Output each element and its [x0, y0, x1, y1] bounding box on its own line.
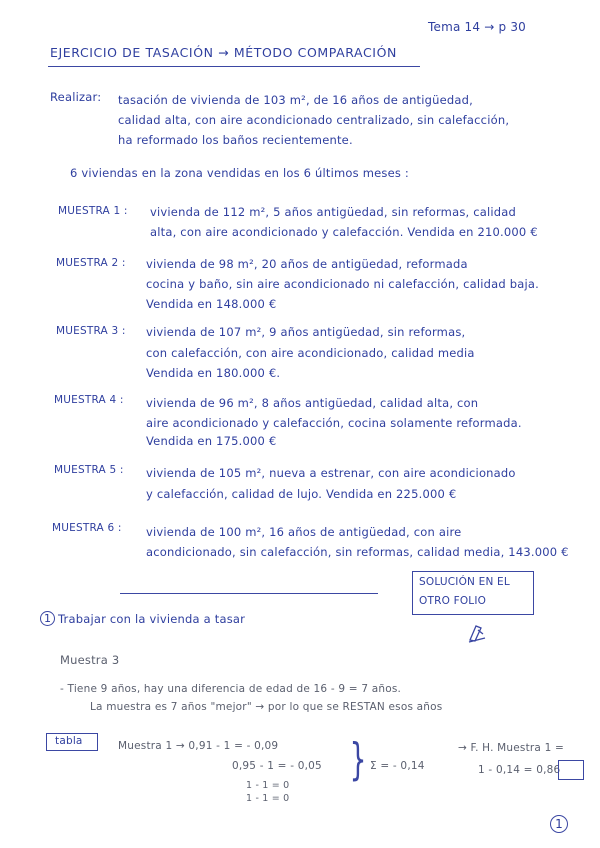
separator-line — [120, 593, 378, 594]
pen-scribble-icon — [466, 622, 488, 644]
sample-label: MUESTRA 5 : — [54, 464, 124, 476]
sample-label: MUESTRA 6 : — [52, 522, 122, 534]
tabla-label-box — [46, 733, 98, 751]
sample-line: vivienda de 105 m², nueva a estrenar, con aire acondicionado — [146, 466, 516, 480]
task-line-2: calidad alta, con aire acondicionado centralizado, sin calefacción, — [118, 113, 510, 127]
tabla-row-1: Muestra 1 → 0,91 - 1 = - 0,09 — [118, 740, 279, 752]
solution-line-1: SOLUCIÓN EN EL — [419, 576, 510, 588]
result-highlight-box — [558, 760, 584, 780]
sample-line: vivienda de 100 m², 16 años de antigüedad, con aire — [146, 525, 462, 539]
sample-line: cocina y baño, sin aire acondicionado ni calefacción, calidad baja. — [146, 277, 540, 291]
sample-line: Vendida en 148.000 € — [146, 297, 277, 311]
page-title: EJERCICIO DE TASACIÓN → MÉTODO COMPARACIÓN — [50, 45, 397, 60]
sample-label: MUESTRA 4 : — [54, 394, 124, 406]
sample-label: MUESTRA 1 : — [58, 205, 128, 217]
sample-line: acondicionado, sin calefacción, sin reformas, calidad media, 143.000 € — [146, 545, 569, 559]
muestra3-note-1: - Tiene 9 años, hay una diferencia de edad de 16 - 9 = 7 años. — [60, 683, 402, 695]
brace-icon: } — [349, 734, 367, 785]
topic-reference: Tema 14 → p 30 — [428, 20, 526, 34]
sample-line: aire acondicionado y calefacción, cocina solamente reformada. — [146, 416, 522, 430]
sample-line: alta, con aire acondicionado y calefacción. Vendida en 210.000 € — [150, 225, 538, 239]
sample-line: vivienda de 96 m², 8 años antigüedad, calidad alta, con — [146, 396, 479, 410]
step-1-text: Trabajar con la vivienda a tasar — [58, 612, 246, 626]
sample-line: Vendida en 180.000 €. — [146, 366, 281, 380]
tabla-row-2: 0,95 - 1 = - 0,05 — [232, 760, 322, 772]
muestra3-note-2: La muestra es 7 años "mejor" → por lo que se RESTAN esos años — [90, 701, 443, 713]
tabla-row-3: 1 - 1 = 0 — [246, 780, 290, 791]
intro-text: 6 viviendas en la zona vendidas en los 6 últimos meses : — [70, 166, 409, 180]
tabla-result-line-1: → F. H. Muestra 1 = — [458, 742, 565, 754]
sample-line: Vendida en 175.000 € — [146, 434, 277, 448]
sample-line: con calefacción, con aire acondicionado, calidad media — [146, 346, 475, 360]
task-line-1: tasación de vivienda de 103 m², de 16 años de antigüedad, — [118, 93, 474, 107]
solution-line-2: OTRO FOLIO — [419, 595, 487, 607]
tabla-result-line-2: 1 - 0,14 = 0,86 — [478, 764, 561, 776]
sample-label: MUESTRA 3 : — [56, 325, 126, 337]
sample-line: vivienda de 112 m², 5 años antigüedad, sin reformas, calidad — [150, 205, 517, 219]
solution-box — [412, 571, 534, 615]
task-label: Realizar: — [50, 90, 102, 104]
page-number-badge: 1 — [550, 815, 568, 833]
task-line-3: ha reformado los baños recientemente. — [118, 133, 353, 147]
tabla-label: tabla — [55, 735, 83, 747]
tabla-sum: Σ = - 0,14 — [370, 760, 425, 772]
step-number-badge: 1 — [40, 611, 55, 626]
sample-line: y calefacción, calidad de lujo. Vendida en 225.000 € — [146, 487, 457, 501]
sample-line: vivienda de 98 m², 20 años de antigüedad, reformada — [146, 257, 468, 271]
sample-line: vivienda de 107 m², 9 años antigüedad, sin reformas, — [146, 325, 466, 339]
tabla-row-4: 1 - 1 = 0 — [246, 793, 290, 804]
sample-label: MUESTRA 2 : — [56, 257, 126, 269]
title-underline — [48, 66, 420, 67]
muestra3-heading: Muestra 3 — [60, 653, 120, 667]
